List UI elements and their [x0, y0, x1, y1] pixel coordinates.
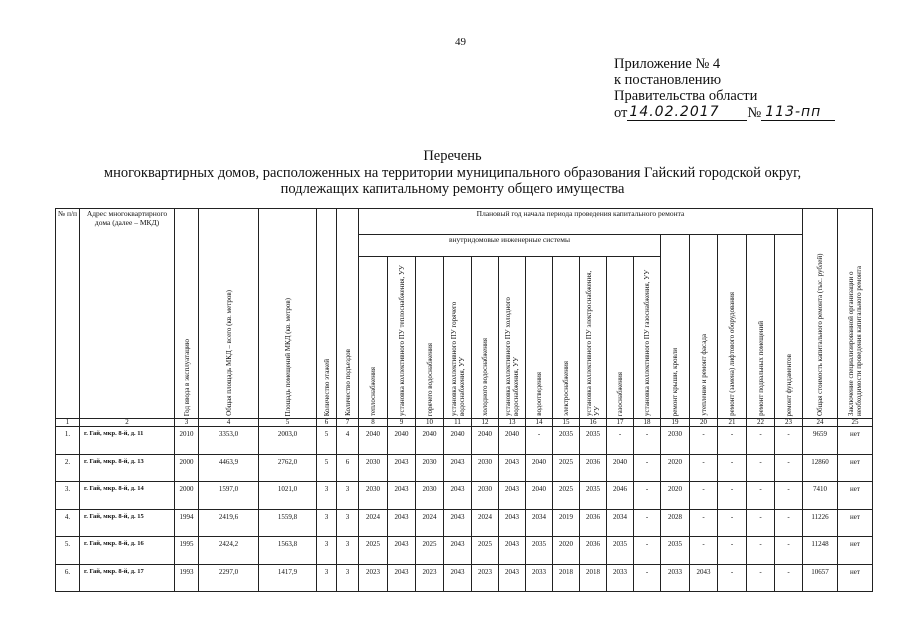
- table-cell: -: [690, 454, 718, 482]
- header-total-area: Общая площадь МКД – всего (кв. метров): [199, 209, 259, 419]
- table-cell: 7410: [803, 482, 838, 510]
- column-number-cell: 19: [661, 419, 690, 427]
- table-cell: -: [747, 564, 775, 592]
- table-cell: -: [526, 427, 553, 455]
- table-cell: 2043: [499, 454, 526, 482]
- table-cell: 2030: [472, 482, 499, 510]
- column-number-cell: 3: [175, 419, 199, 427]
- table-cell: 2297,0: [199, 564, 259, 592]
- table-cell: 2043: [499, 482, 526, 510]
- column-number-cell: 20: [690, 419, 718, 427]
- table-cell: -: [747, 509, 775, 537]
- table-cell: 2043: [444, 537, 472, 565]
- table-cell: 6: [337, 454, 359, 482]
- appendix-block: [614, 56, 835, 121]
- header-c20: утепление и ремонт фасада: [690, 235, 718, 419]
- table-cell: 5: [317, 454, 337, 482]
- table-cell: 2040: [472, 427, 499, 455]
- column-number-cell: 13: [499, 419, 526, 427]
- number-prefix: №: [747, 105, 762, 121]
- table-cell: г. Гай, мкр. 8-й, д. 16: [80, 537, 175, 565]
- table-cell: 2040: [444, 427, 472, 455]
- column-number-cell: 21: [718, 419, 747, 427]
- table-cell: 2043: [388, 564, 416, 592]
- table-cell: 2043: [444, 564, 472, 592]
- table-cell: 3353,0: [199, 427, 259, 455]
- table-cell: 2043: [690, 564, 718, 592]
- table-cell: -: [775, 482, 803, 510]
- appendix-line-3: Правительства области: [614, 88, 758, 104]
- header-c9: установка коллективного ПУ теплоснабжения, УУ: [388, 257, 416, 419]
- column-number-cell: 4: [199, 419, 259, 427]
- table-cell: 1597,0: [199, 482, 259, 510]
- table-cell: г. Гай, мкр. 8-й, д. 11: [80, 427, 175, 455]
- column-number-cell: 17: [607, 419, 634, 427]
- appendix-line-1: Приложение № 4: [614, 56, 721, 72]
- table-cell: 3.: [56, 482, 80, 510]
- table-cell: 2033: [661, 564, 690, 592]
- table-cell: 2419,6: [199, 509, 259, 537]
- table-cell: г. Гай, мкр. 8-й, д. 13: [80, 454, 175, 482]
- table-cell: -: [690, 537, 718, 565]
- table-cell: -: [718, 482, 747, 510]
- table-cell: -: [775, 509, 803, 537]
- table-row: [56, 537, 873, 565]
- title-line-1: Перечень: [423, 148, 482, 164]
- table-cell: -: [690, 427, 718, 455]
- table-cell: 2000: [175, 454, 199, 482]
- table-cell: 2018: [580, 564, 607, 592]
- table-cell: -: [775, 564, 803, 592]
- header-planned-group: Плановый год начала периода проведения капитального ремонта: [359, 209, 803, 235]
- header-entrances: Количество подъездов: [337, 209, 359, 419]
- table-cell: 11248: [803, 537, 838, 565]
- header-c19: ремонт крыши, кровли: [661, 235, 690, 419]
- table-cell: 2025: [416, 537, 444, 565]
- table-cell: 2034: [607, 509, 634, 537]
- table-cell: -: [747, 482, 775, 510]
- table-cell: 2025: [553, 454, 580, 482]
- title-line-2: многоквартирных домов, расположенных на территории муниципального образования Гайский городской округ,: [103, 164, 802, 181]
- table-cell: 2046: [607, 482, 634, 510]
- table-cell: -: [747, 454, 775, 482]
- table-cell: 3: [337, 482, 359, 510]
- column-number-cell: 24: [803, 419, 838, 427]
- table-cell: 2025: [359, 537, 388, 565]
- table-cell: 2023: [359, 564, 388, 592]
- table-cell: 2035: [607, 537, 634, 565]
- table-row: [56, 482, 873, 510]
- header-c24: Общая стоимость капитального ремонта (тыс. рублей): [803, 209, 838, 419]
- table-cell: 4463,9: [199, 454, 259, 482]
- table-cell: 11226: [803, 509, 838, 537]
- table-cell: 2035: [580, 482, 607, 510]
- table-cell: 2019: [553, 509, 580, 537]
- table-cell: 2025: [553, 482, 580, 510]
- column-number-cell: 6: [317, 419, 337, 427]
- table-cell: -: [718, 427, 747, 455]
- table-cell: 1995: [175, 537, 199, 565]
- header-c14: водоотведения: [526, 257, 553, 419]
- header-c25: Заключение специализированной организации о необходимости проведения капитального ремонта: [838, 209, 873, 419]
- header-engineering-group: внутридомовые инженерные системы: [359, 235, 661, 257]
- table-cell: 2035: [580, 427, 607, 455]
- header-c12: холодного водоснабжения: [472, 257, 499, 419]
- table-cell: нет: [838, 454, 873, 482]
- column-number-cell: 9: [388, 419, 416, 427]
- table-cell: нет: [838, 564, 873, 592]
- table-cell: 2030: [472, 454, 499, 482]
- header-premises-area: Площадь помещений МКД (кв. метров): [259, 209, 317, 419]
- table-cell: 2043: [388, 482, 416, 510]
- table-cell: 2036: [580, 509, 607, 537]
- table-cell: 6.: [56, 564, 80, 592]
- table-cell: 2043: [388, 454, 416, 482]
- houses-table: [55, 208, 873, 592]
- table-cell: 2003,0: [259, 427, 317, 455]
- table-cell: нет: [838, 537, 873, 565]
- column-number-cell: 25: [838, 419, 873, 427]
- table-cell: 3: [317, 564, 337, 592]
- table-cell: 1.: [56, 427, 80, 455]
- column-number-cell: 7: [337, 419, 359, 427]
- column-number-cell: 22: [747, 419, 775, 427]
- table-cell: 2000: [175, 482, 199, 510]
- table-cell: 2040: [607, 454, 634, 482]
- column-number-row: [56, 419, 873, 427]
- header-year: Год ввода в эксплуатацию: [175, 209, 199, 419]
- table-cell: 2035: [553, 427, 580, 455]
- table-cell: 1021,0: [259, 482, 317, 510]
- table-cell: -: [634, 482, 661, 510]
- table-cell: 2025: [472, 537, 499, 565]
- table-cell: 2040: [388, 427, 416, 455]
- table-cell: 3: [317, 482, 337, 510]
- title-line-3: подлежащих капитальному ремонту общего имущества: [280, 181, 625, 197]
- table-cell: 2024: [359, 509, 388, 537]
- table-cell: нет: [838, 509, 873, 537]
- header-num: № п/п: [56, 209, 80, 419]
- table-cell: -: [607, 427, 634, 455]
- table-cell: 2024: [416, 509, 444, 537]
- date-prefix: от: [614, 105, 628, 121]
- header-c18: установка коллективного ПУ газоснабжения, УУ: [634, 257, 661, 419]
- table-cell: 2028: [661, 509, 690, 537]
- table-cell: -: [718, 564, 747, 592]
- table-cell: 3: [317, 537, 337, 565]
- header-c23: ремонт фундаментов: [775, 235, 803, 419]
- column-number-cell: 11: [444, 419, 472, 427]
- column-number-cell: 23: [775, 419, 803, 427]
- column-number-cell: 12: [472, 419, 499, 427]
- handwritten-number: 113-пп: [761, 104, 835, 121]
- table-cell: 2043: [499, 537, 526, 565]
- table-cell: 2033: [526, 564, 553, 592]
- table-cell: 2762,0: [259, 454, 317, 482]
- table-body: [56, 419, 873, 592]
- table-cell: 2030: [359, 482, 388, 510]
- table-cell: -: [690, 482, 718, 510]
- table-cell: -: [775, 427, 803, 455]
- column-number-cell: 14: [526, 419, 553, 427]
- table-cell: 2043: [388, 537, 416, 565]
- table-row: [56, 454, 873, 482]
- table-cell: 2035: [526, 537, 553, 565]
- table-cell: 3: [337, 509, 359, 537]
- table-cell: -: [718, 454, 747, 482]
- header-c10: горячего водоснабжения: [416, 257, 444, 419]
- table-cell: -: [775, 537, 803, 565]
- table-cell: 4: [337, 427, 359, 455]
- header-c8: теплоснабжения: [359, 257, 388, 419]
- table-cell: 2040: [359, 427, 388, 455]
- table-cell: 2034: [526, 509, 553, 537]
- table-cell: г. Гай, мкр. 8-й, д. 14: [80, 482, 175, 510]
- column-number-cell: 10: [416, 419, 444, 427]
- table-row: [56, 427, 873, 455]
- table-cell: 2030: [416, 454, 444, 482]
- table-cell: 2040: [499, 427, 526, 455]
- header-c16: установка коллективного ПУ электроснабжения, УУ: [580, 257, 607, 419]
- table-cell: 2030: [416, 482, 444, 510]
- header-floors: Количество этажей: [317, 209, 337, 419]
- table-cell: 5: [317, 427, 337, 455]
- table-cell: 2043: [499, 564, 526, 592]
- table-cell: 2020: [661, 454, 690, 482]
- table-cell: 1994: [175, 509, 199, 537]
- table-cell: -: [634, 537, 661, 565]
- table-cell: 2030: [661, 427, 690, 455]
- appendix-date-line: [614, 104, 835, 121]
- table-cell: 3: [337, 537, 359, 565]
- table-cell: г. Гай, мкр. 8-й, д. 15: [80, 509, 175, 537]
- table-cell: 2023: [472, 564, 499, 592]
- table-cell: 2424,2: [199, 537, 259, 565]
- table-cell: 9659: [803, 427, 838, 455]
- table-cell: 2024: [472, 509, 499, 537]
- table-cell: 5.: [56, 537, 80, 565]
- handwritten-date: 14.02.2017: [627, 104, 747, 121]
- table-cell: 2043: [444, 454, 472, 482]
- table-cell: 12860: [803, 454, 838, 482]
- table-cell: 2.: [56, 454, 80, 482]
- table-cell: -: [690, 509, 718, 537]
- table-cell: -: [775, 454, 803, 482]
- header-c17: газоснабжения: [607, 257, 634, 419]
- table-cell: 2018: [553, 564, 580, 592]
- table-cell: 2040: [526, 482, 553, 510]
- header-c13: установка коллективного ПУ холодного водоснабжения, УУ: [499, 257, 526, 419]
- header-c21: ремонт (замена) лифтового оборудования: [718, 235, 747, 419]
- column-number-cell: 2: [80, 419, 175, 427]
- column-number-cell: 8: [359, 419, 388, 427]
- table-cell: 1559,8: [259, 509, 317, 537]
- column-number-cell: 18: [634, 419, 661, 427]
- table-cell: 1993: [175, 564, 199, 592]
- table-cell: -: [718, 509, 747, 537]
- table-cell: 2036: [580, 454, 607, 482]
- table-cell: 2040: [416, 427, 444, 455]
- table-cell: 2043: [388, 509, 416, 537]
- table-cell: -: [634, 427, 661, 455]
- table-cell: -: [718, 537, 747, 565]
- table-cell: 3: [317, 509, 337, 537]
- table-cell: 2040: [526, 454, 553, 482]
- table-cell: нет: [838, 482, 873, 510]
- column-number-cell: 16: [580, 419, 607, 427]
- header-c15: электроснабжения: [553, 257, 580, 419]
- page-number: 49: [455, 36, 466, 48]
- table-cell: 1417,9: [259, 564, 317, 592]
- table-cell: 2043: [444, 482, 472, 510]
- table-cell: 2020: [553, 537, 580, 565]
- table-cell: 3: [337, 564, 359, 592]
- table-cell: 2033: [607, 564, 634, 592]
- table-cell: 10657: [803, 564, 838, 592]
- table-cell: 4.: [56, 509, 80, 537]
- header-c11: установка коллективного ПУ горячего водоснабжения, УУ: [444, 257, 472, 419]
- table-cell: 2020: [661, 482, 690, 510]
- table-cell: 2010: [175, 427, 199, 455]
- table-cell: -: [634, 564, 661, 592]
- document-title: [0, 148, 905, 198]
- table-cell: -: [747, 537, 775, 565]
- table-cell: 2030: [359, 454, 388, 482]
- table-row: [56, 564, 873, 592]
- table-cell: 2023: [416, 564, 444, 592]
- table-cell: -: [634, 509, 661, 537]
- appendix-line-2: к постановлению: [614, 72, 722, 88]
- column-number-cell: 15: [553, 419, 580, 427]
- table-cell: 2035: [661, 537, 690, 565]
- table-row: [56, 509, 873, 537]
- table-cell: г. Гай, мкр. 8-й, д. 17: [80, 564, 175, 592]
- table-cell: нет: [838, 427, 873, 455]
- table-cell: -: [634, 454, 661, 482]
- header-c22: ремонт подвальных помещений: [747, 235, 775, 419]
- column-number-cell: 1: [56, 419, 80, 427]
- table-cell: 2043: [499, 509, 526, 537]
- column-number-cell: 5: [259, 419, 317, 427]
- table-cell: -: [747, 427, 775, 455]
- table-cell: 2043: [444, 509, 472, 537]
- table-cell: 1563,8: [259, 537, 317, 565]
- header-address: Адрес многоквартирного дома (далее – МКД): [80, 209, 175, 419]
- table-cell: 2036: [580, 537, 607, 565]
